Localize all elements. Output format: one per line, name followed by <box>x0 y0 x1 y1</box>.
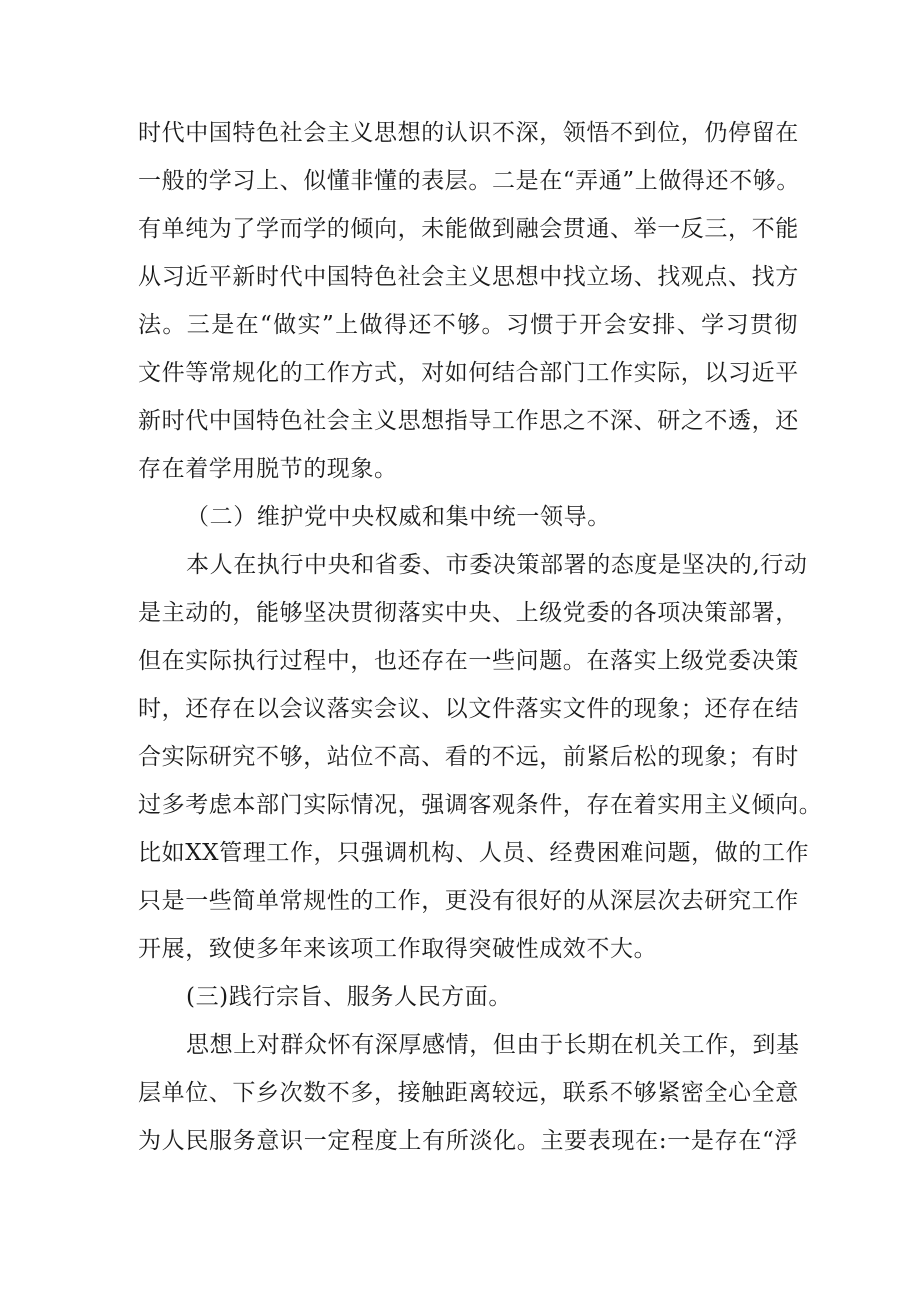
text-line: 但在实际执行过程中，也还存在一些问题。在落实上级党委决策 <box>138 648 799 674</box>
text-line: 是主动的，能够坚决贯彻落实中央、上级党委的各项决策部署， <box>138 600 799 626</box>
text-line: 时，还存在以会议落实会议、以文件落实文件的现象；还存在结 <box>138 696 799 722</box>
text-line: 有单纯为了学而学的倾向，未能做到融会贯通、举一反三，不能 <box>138 216 799 242</box>
text-line: 时代中国特色社会主义思想的认识不深，领悟不到位，仍停留在 <box>138 120 799 146</box>
text-line: 合实际研究不够，站位不高、看的不远，前紧后松的现象；有时 <box>138 744 799 770</box>
text-line: 新时代中国特色社会主义思想指导工作思之不深、研之不透，还 <box>138 408 799 434</box>
paragraph-first-line: 思想上对群众怀有深厚感情，但由于长期在机关工作，到基 <box>186 1032 800 1058</box>
paragraph-first-line: 本人在执行中央和省委、市委决策部署的态度是坚决的,行动 <box>186 552 808 578</box>
text-line: 只是一些简单常规性的工作，更没有很好的从深层次去研究工作 <box>138 888 799 914</box>
text-line: 开展，致使多年来该项工作取得突破性成效不大。 <box>138 936 658 962</box>
text-line: 过多考虑本部门实际情况，强调客观条件，存在着实用主义倾向。 <box>138 792 823 818</box>
text-line: 一般的学习上、似懂非懂的表层。二是在“弄通”上做得还不够。 <box>138 168 800 194</box>
text-line: 从习近平新时代中国特色社会主义思想中找立场、找观点、找方 <box>138 264 799 290</box>
section-heading: (三)践行宗旨、服务人民方面。 <box>186 984 512 1010</box>
section-heading: （二）维护党中央权威和集中统一领导。 <box>186 504 611 530</box>
text-line: 文件等常规化的工作方式，对如何结合部门工作实际，以习近平 <box>138 360 799 386</box>
text-line: 为人民服务意识一定程度上有所淡化。主要表现在:一是存在“浮 <box>138 1128 798 1154</box>
text-line: 比如XX管理工作，只强调机构、人员、经费困难问题，做的工作 <box>138 840 810 866</box>
text-line: 法。三是在“做实”上做得还不够。习惯于开会安排、学习贯彻 <box>138 312 798 338</box>
text-line: 存在着学用脱节的现象。 <box>138 456 398 482</box>
text-line: 层单位、下乡次数不多，接触距离较远，联系不够紧密全心全意 <box>138 1080 799 1106</box>
